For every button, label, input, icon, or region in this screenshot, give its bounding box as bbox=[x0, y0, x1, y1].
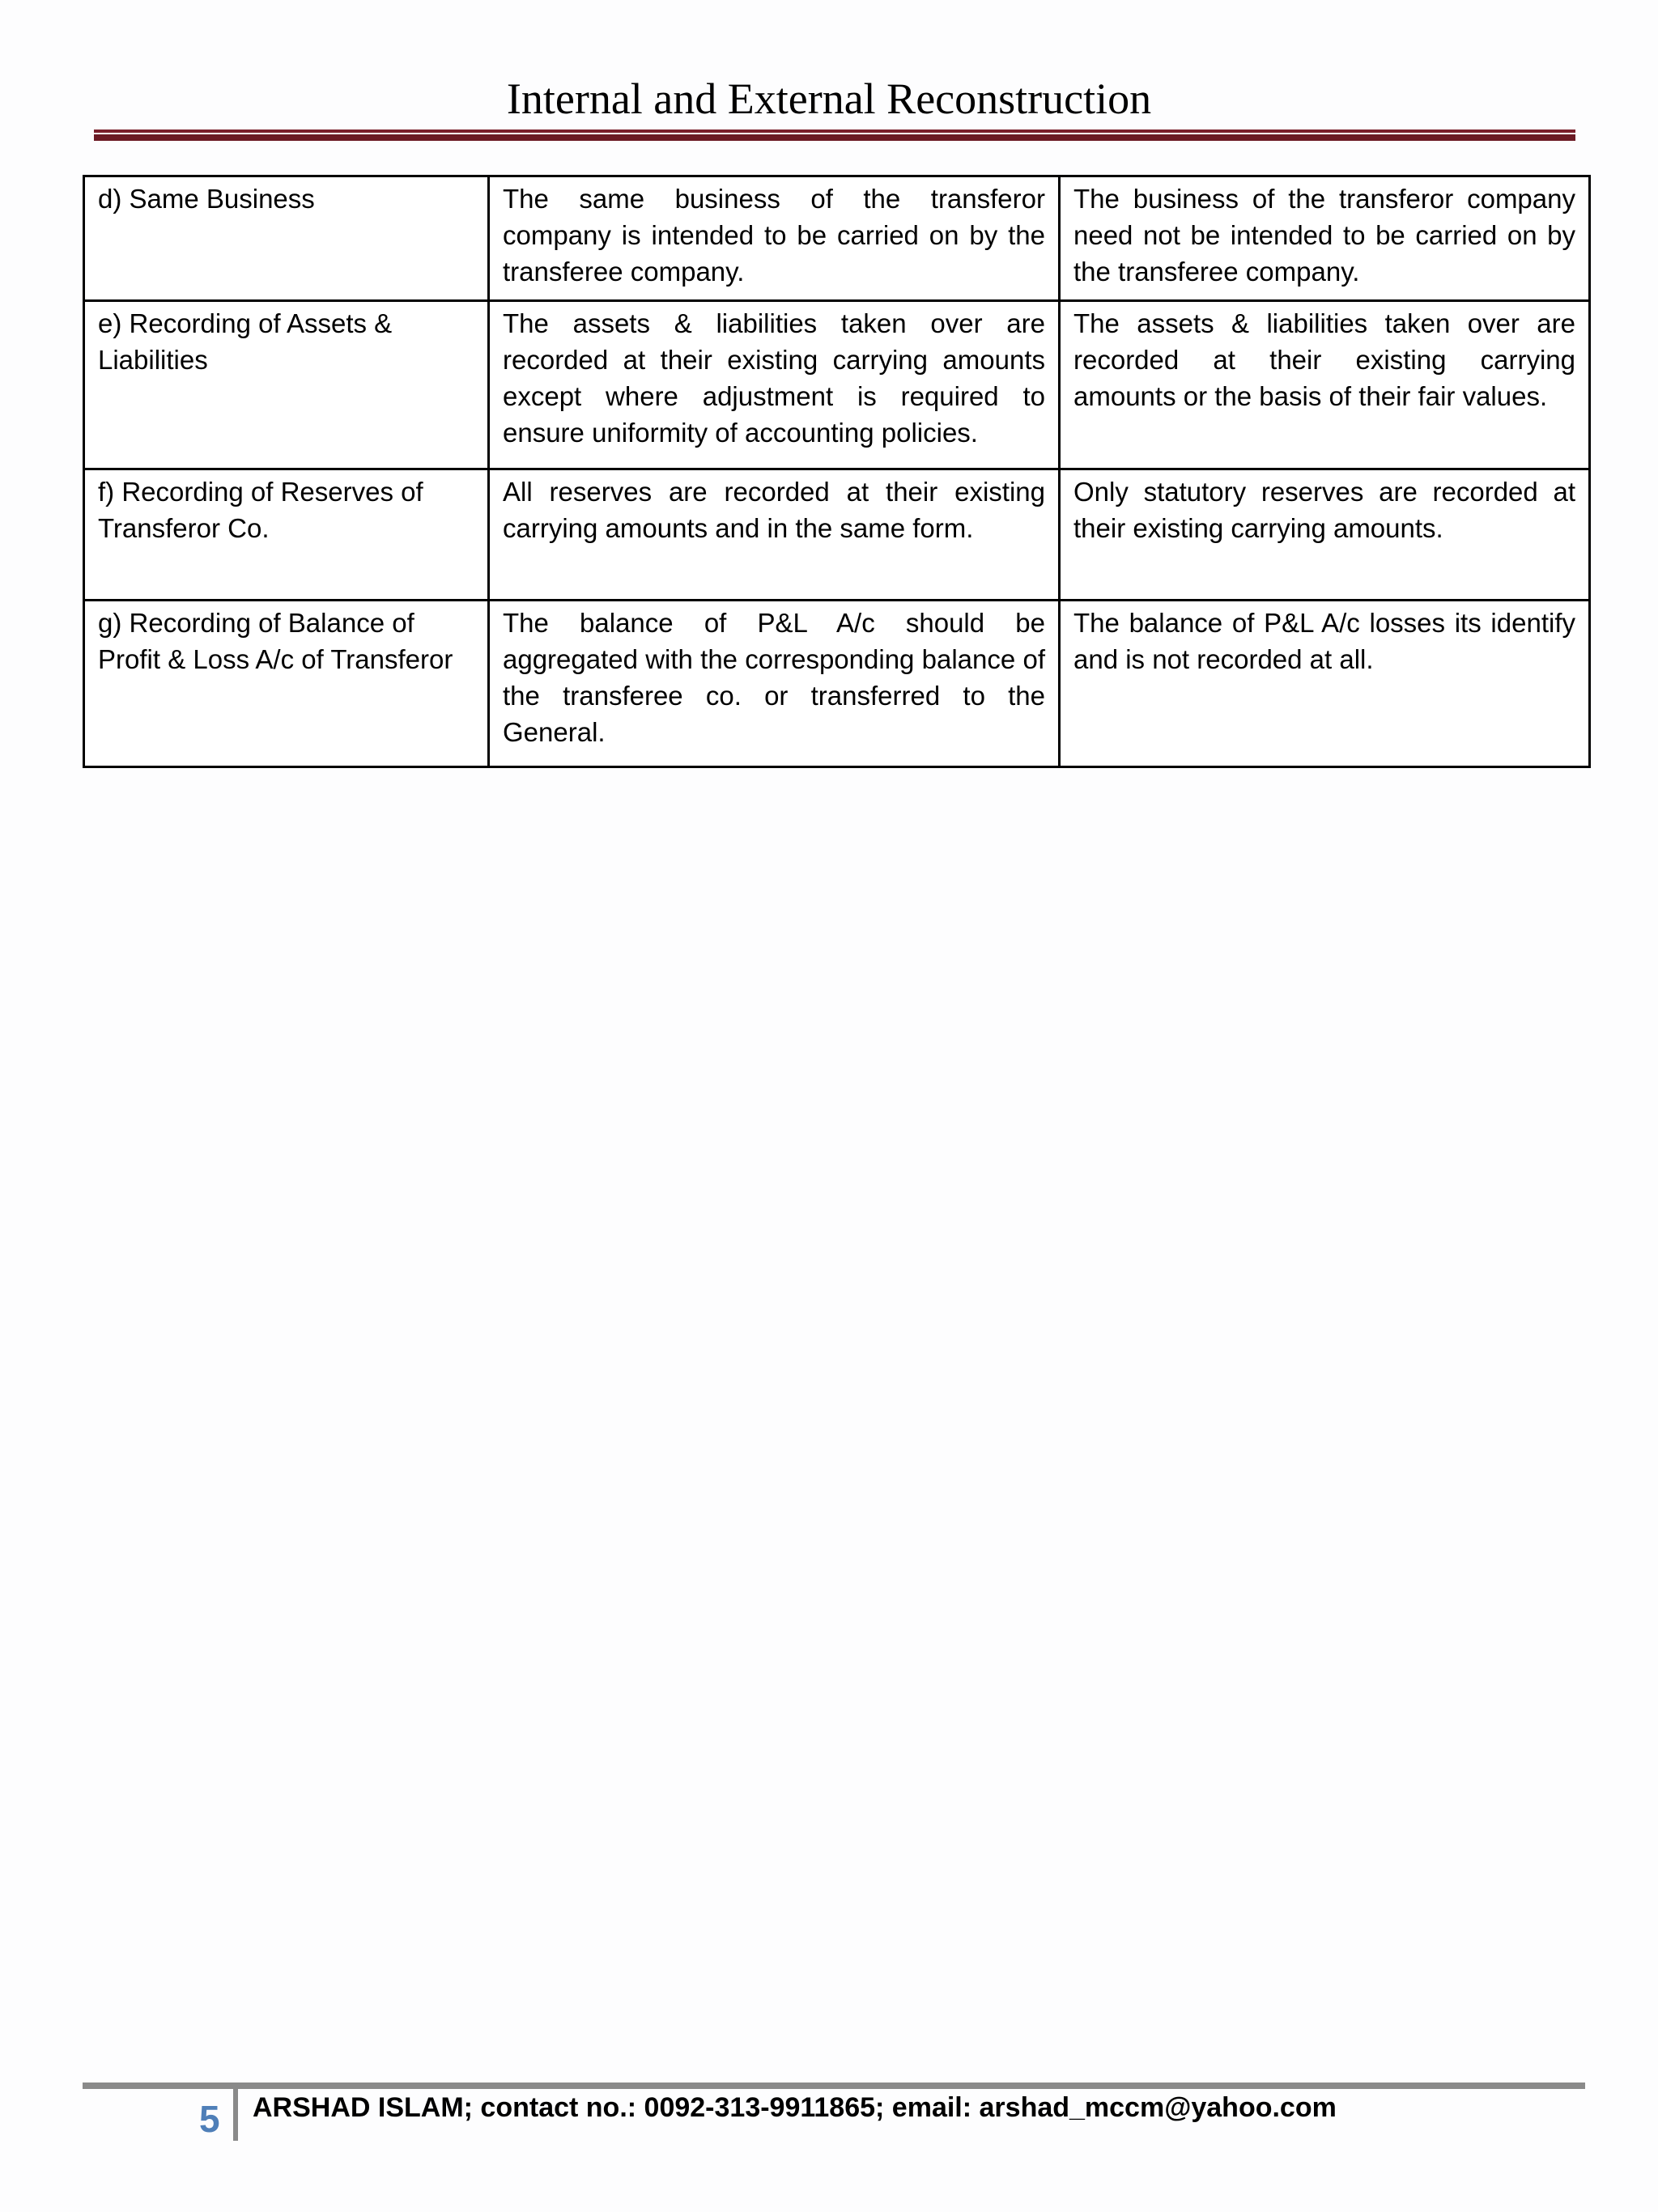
comparison-table bbox=[83, 175, 1591, 768]
amalgamation-purchase-cell: The balance of P&L A/c losses its identify and is not recorded at all. bbox=[1060, 601, 1590, 767]
header-rule-thin bbox=[94, 129, 1575, 133]
table-row bbox=[84, 176, 1590, 301]
page-number: 5 bbox=[199, 2098, 220, 2140]
amalgamation-merger-cell: The balance of P&L A/c should be aggregated with the corresponding balance of the transferee co. or transferred to the General. bbox=[489, 601, 1060, 767]
row-label: f) Recording of Reserves of Transferor Co. bbox=[84, 469, 489, 601]
table-row bbox=[84, 301, 1590, 469]
table-row bbox=[84, 469, 1590, 601]
page-header-title: Internal and External Reconstruction bbox=[506, 74, 1152, 123]
footer-contact-text: ARSHAD ISLAM; contact no.: 0092-313-9911865; email: arshad_mccm@yahoo.com bbox=[253, 2092, 1337, 2123]
amalgamation-merger-cell: The assets & liabilities taken over are recorded at their existing carrying amounts except where adjustment is required to ensure uniformity of accounting policies. bbox=[489, 301, 1060, 469]
amalgamation-purchase-cell: The business of the transferor company need not be intended to be carried on by the transferee company. bbox=[1060, 176, 1590, 301]
row-label: g) Recording of Balance of Profit & Loss A/c of Transferor bbox=[84, 601, 489, 767]
row-label: e) Recording of Assets & Liabilities bbox=[84, 301, 489, 469]
row-label: d) Same Business bbox=[84, 176, 489, 301]
table-row bbox=[84, 601, 1590, 767]
amalgamation-merger-cell: The same business of the transferor company is intended to be carried on by the transferee company. bbox=[489, 176, 1060, 301]
amalgamation-purchase-cell: Only statutory reserves are recorded at their existing carrying amounts. bbox=[1060, 469, 1590, 601]
footer-divider bbox=[233, 2089, 238, 2141]
amalgamation-purchase-cell: The assets & liabilities taken over are recorded at their existing carrying amounts or the basis of their fair values. bbox=[1060, 301, 1590, 469]
amalgamation-merger-cell: All reserves are recorded at their existing carrying amounts and in the same form. bbox=[489, 469, 1060, 601]
header-rule-thick bbox=[94, 134, 1575, 141]
